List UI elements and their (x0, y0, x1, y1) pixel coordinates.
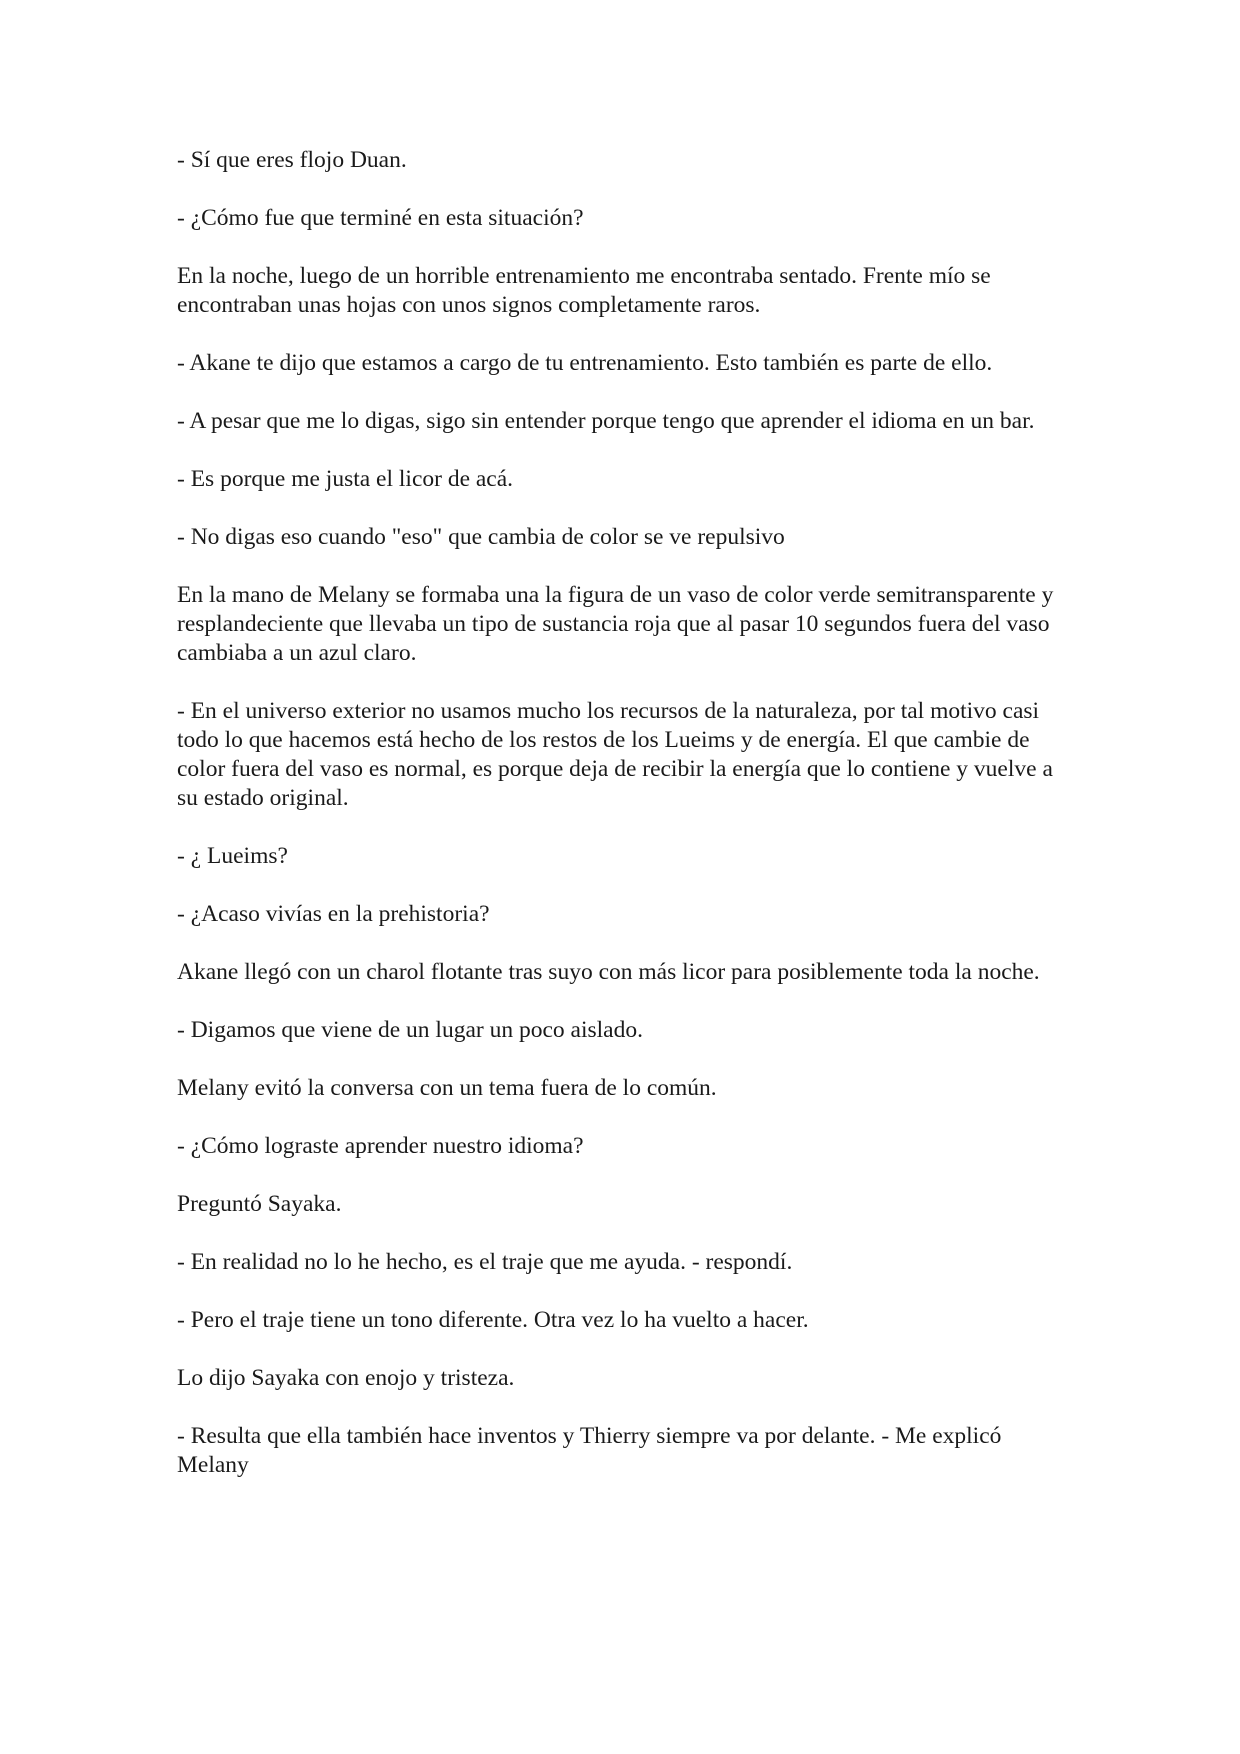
paragraph-20: - Resulta que ella también hace inventos y Thierry siempre va por delante. - Me explicó Melany (177, 1423, 1002, 1478)
paragraph-2: - ¿Cómo fue que terminé en esta situación? (177, 205, 584, 231)
paragraph-4: - Akane te dijo que estamos a cargo de tu entrenamiento. Esto también es parte de ello. (177, 350, 993, 376)
paragraph-3: En la noche, luego de un horrible entrenamiento me encontraba sentado. Frente mío se encontraban unas hojas con unos signos completamente raros. (177, 263, 991, 318)
paragraph-6: - Es porque me justa el licor de acá. (177, 466, 514, 492)
paragraph-14: Melany evitó la conversa con un tema fuera de lo común. (177, 1075, 717, 1101)
paragraph-1: - Sí que eres flojo Duan. (177, 147, 407, 173)
paragraph-16: Preguntó Sayaka. (177, 1191, 342, 1217)
paragraph-12: Akane llegó con un charol flotante tras suyo con más licor para posiblemente toda la noche. (177, 959, 1040, 985)
paragraph-13: - Digamos que viene de un lugar un poco aislado. (177, 1017, 643, 1043)
document-body (177, 146, 1062, 1509)
paragraph-17: - En realidad no lo he hecho, es el traje que me ayuda. - respondí. (177, 1249, 793, 1275)
paragraph-9: - En el universo exterior no usamos mucho los recursos de la naturaleza, por tal motivo casi todo lo que hacemos está hecho de los restos de los Lueims y de energía. El que cambie de color fuera del vaso es normal, es porque deja de recibir la energía que lo contiene y vuelve a su estado original. (177, 698, 1053, 811)
paragraph-10: - ¿ Lueims? (177, 843, 288, 869)
paragraph-7: - No digas eso cuando "eso" que cambia de color se ve repulsivo (177, 524, 785, 550)
paragraph-18: - Pero el traje tiene un tono diferente. Otra vez lo ha vuelto a hacer. (177, 1307, 809, 1333)
paragraph-5: - A pesar que me lo digas, sigo sin entender porque tengo que aprender el idioma en un bar. (177, 408, 1035, 434)
paragraph-15: - ¿Cómo lograste aprender nuestro idioma? (177, 1133, 584, 1159)
paragraph-11: - ¿Acaso vivías en la prehistoria? (177, 901, 490, 927)
paragraph-19: Lo dijo Sayaka con enojo y tristeza. (177, 1365, 515, 1391)
paragraph-8: En la mano de Melany se formaba una la figura de un vaso de color verde semitransparente y resplandeciente que llevaba un tipo de sustancia roja que al pasar 10 segundos fuera del vaso cambiaba a un azul claro. (177, 582, 1054, 666)
